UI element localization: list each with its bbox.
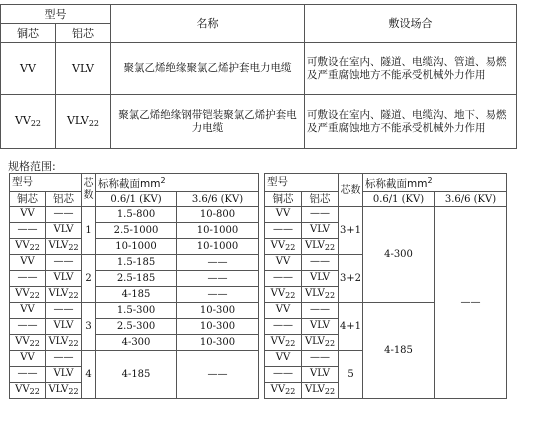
model-aluminum: $VLV_{22}$	[302, 335, 339, 351]
cable-name: 聚氯乙烯绝缘钢带铠装聚氯乙烯护套电力电缆	[111, 95, 305, 149]
table-row	[1, 95, 517, 149]
header-model: 型号	[265, 174, 339, 192]
model-aluminum: ——	[46, 255, 82, 271]
cable-type-table	[0, 4, 517, 149]
model-aluminum: $VLV_{22}$	[302, 287, 339, 303]
model-aluminum: ——	[302, 303, 339, 319]
section-0.6-1kv: 2.5-1000	[96, 223, 177, 239]
section-0.6-1kv: 4-300	[96, 335, 177, 351]
section-0.6-1kv: 1.5-185	[96, 255, 177, 271]
table-row	[10, 351, 259, 367]
model-copper: ——	[10, 319, 46, 335]
section-3.6-6kv: 10-800	[177, 207, 259, 223]
model-copper: VV	[265, 303, 302, 319]
model-aluminum: VLV	[302, 367, 339, 383]
cores-count: 1	[82, 207, 96, 255]
model-copper: VV	[10, 207, 46, 223]
model-aluminum: $VLV_{22}$	[56, 95, 111, 149]
model-aluminum: VLV	[46, 367, 82, 383]
model-copper: ——	[10, 271, 46, 287]
header-aluminum: 铝芯	[46, 192, 82, 207]
table-row	[10, 303, 259, 319]
model-copper: $VV_{22}$	[265, 383, 302, 399]
section-3.6-6kv: ——	[435, 207, 507, 399]
model-copper: VV	[10, 303, 46, 319]
model-aluminum: $VLV_{22}$	[46, 287, 82, 303]
header-aluminum: 铝芯	[56, 24, 111, 43]
header-name: 名称	[111, 5, 305, 43]
header-voltage-0.6-1: 0.6/1 (KV)	[96, 192, 177, 207]
model-copper: $VV_{22}$	[265, 335, 302, 351]
model-copper: $VV_{22}$	[265, 239, 302, 255]
cable-scenario: 可敷设在室内、隧道、电缆沟、管道、易燃及严重腐蚀地方不能承受机械外力作用	[305, 43, 517, 95]
header-voltage-3.6-6: 3.6/6 (KV)	[177, 192, 259, 207]
model-copper: $VV_{22}$	[265, 287, 302, 303]
table-row	[10, 287, 259, 303]
section-3.6-6kv: ——	[177, 271, 259, 287]
header-copper: 铜芯	[1, 24, 56, 43]
model-aluminum: $VLV_{22}$	[302, 383, 339, 399]
header-copper: 铜芯	[10, 192, 46, 207]
model-copper: ——	[10, 223, 46, 239]
header-copper: 铜芯	[265, 192, 302, 207]
model-copper: $VV_{22}$	[1, 95, 56, 149]
model-aluminum: ——	[302, 255, 339, 271]
model-aluminum: ——	[46, 303, 82, 319]
table-row	[10, 271, 259, 287]
section-0.6-1kv: 1.5-800	[96, 207, 177, 223]
table-row	[10, 255, 259, 271]
header-aluminum: 铝芯	[302, 192, 339, 207]
header-model: 型号	[1, 5, 111, 24]
model-aluminum: VLV	[302, 319, 339, 335]
model-copper: $VV_{22}$	[10, 239, 46, 255]
section-3.6-6kv: ——	[177, 351, 259, 399]
cores-count: 3+1	[339, 207, 363, 255]
model-copper: VV	[265, 207, 302, 223]
section-3.6-6kv: 10-1000	[177, 223, 259, 239]
model-copper: ——	[265, 271, 302, 287]
model-aluminum: ——	[302, 351, 339, 367]
table-row	[265, 207, 507, 223]
model-copper: ——	[265, 367, 302, 383]
header-voltage-3.6-6: 3.6/6 (KV)	[435, 192, 507, 207]
section-0.6-1kv: 4-300	[363, 207, 435, 303]
header-section: 标称截面$mm^2$	[96, 174, 259, 192]
table-row	[1, 43, 517, 95]
model-copper: VV	[1, 43, 56, 95]
cable-name: 聚氯乙烯绝缘聚氯乙烯护套电力电缆	[111, 43, 305, 95]
model-aluminum: ——	[302, 207, 339, 223]
model-copper: VV	[10, 255, 46, 271]
spec-table-left	[9, 173, 259, 399]
model-aluminum: VLV	[56, 43, 111, 95]
header-scenario: 敷设场合	[305, 5, 517, 43]
section-3.6-6kv: 10-300	[177, 303, 259, 319]
model-copper: ——	[265, 319, 302, 335]
header-model: 型号	[10, 174, 82, 192]
spec-table-right	[264, 173, 507, 399]
table-row	[10, 239, 259, 255]
cores-count: 5	[339, 351, 363, 399]
table-row	[10, 335, 259, 351]
model-aluminum: ——	[46, 207, 82, 223]
cores-count: 2	[82, 255, 96, 303]
cores-count: 3+2	[339, 255, 363, 303]
cores-count: 4	[82, 351, 96, 399]
section-0.6-1kv: 1.5-300	[96, 303, 177, 319]
model-aluminum: VLV	[46, 223, 82, 239]
header-cores: 芯数	[339, 174, 363, 207]
model-aluminum: $VLV_{22}$	[46, 335, 82, 351]
section-0.6-1kv: 4-185	[96, 351, 177, 399]
model-aluminum: ——	[46, 351, 82, 367]
model-copper: $VV_{22}$	[10, 383, 46, 399]
model-aluminum: VLV	[46, 319, 82, 335]
section-0.6-1kv: 10-1000	[96, 239, 177, 255]
section-3.6-6kv: 10-300	[177, 335, 259, 351]
model-aluminum: VLV	[302, 271, 339, 287]
section-3.6-6kv: 10-1000	[177, 239, 259, 255]
header-section: 标称截面$mm^2$	[363, 174, 507, 192]
section-3.6-6kv: ——	[177, 255, 259, 271]
spec-range-title: 规格范围:	[8, 160, 56, 173]
model-aluminum: VLV	[46, 271, 82, 287]
table-row	[10, 207, 259, 223]
section-0.6-1kv: 4-185	[363, 303, 435, 399]
model-copper: VV	[265, 255, 302, 271]
model-copper: VV	[265, 351, 302, 367]
section-0.6-1kv: 4-185	[96, 287, 177, 303]
model-copper: ——	[10, 367, 46, 383]
model-aluminum: $VLV_{22}$	[46, 239, 82, 255]
cores-count: 3	[82, 303, 96, 351]
model-aluminum: $VLV_{22}$	[46, 383, 82, 399]
model-copper: $VV_{22}$	[10, 287, 46, 303]
section-0.6-1kv: 2.5-185	[96, 271, 177, 287]
table-row	[10, 319, 259, 335]
cores-count: 4+1	[339, 303, 363, 351]
model-copper: $VV_{22}$	[10, 335, 46, 351]
model-copper: ——	[265, 223, 302, 239]
model-aluminum: VLV	[302, 223, 339, 239]
header-voltage-0.6-1: 0.6/1 (KV)	[363, 192, 435, 207]
header-cores: 芯数	[82, 174, 96, 207]
model-aluminum: $VLV_{22}$	[302, 239, 339, 255]
section-3.6-6kv: 10-300	[177, 319, 259, 335]
cable-scenario: 可敷设在室内、隧道、电缆沟、地下、易燃及严重腐蚀地方不能承受机械外力作用	[305, 95, 517, 149]
section-0.6-1kv: 2.5-300	[96, 319, 177, 335]
model-copper: VV	[10, 351, 46, 367]
section-3.6-6kv: ——	[177, 287, 259, 303]
table-row	[10, 223, 259, 239]
